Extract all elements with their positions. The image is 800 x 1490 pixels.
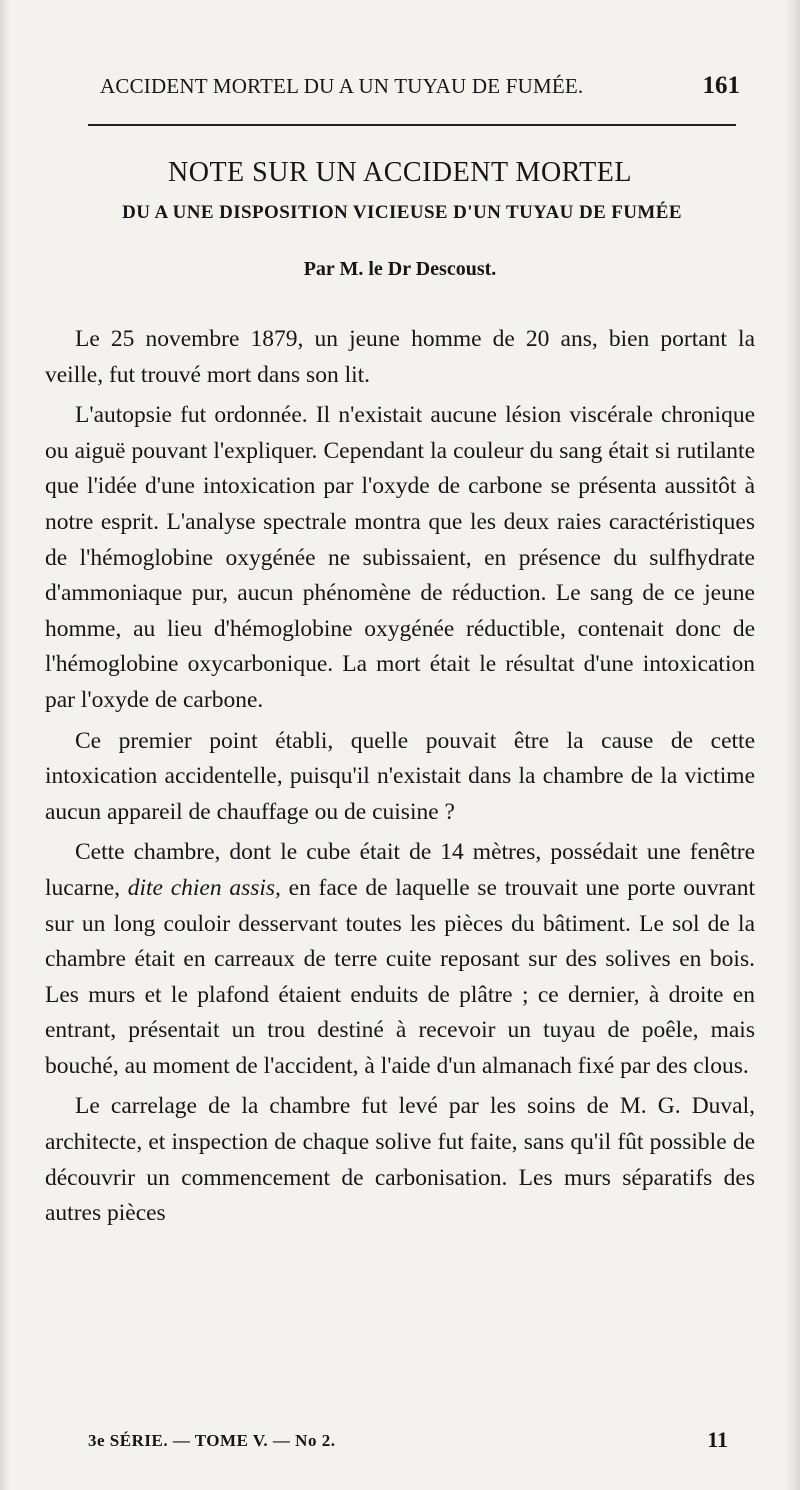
- article-body: [45, 322, 755, 1237]
- page-footer: [88, 1427, 728, 1455]
- footer-signature: 11: [707, 1427, 728, 1452]
- paragraph: [45, 835, 755, 1084]
- header-rule: [88, 124, 736, 126]
- article-author: Par M. le Dr Descoust.: [303, 258, 497, 280]
- paragraph: Le carrelage de la chambre fut levé par les soins de M. G. Duval, architecte, et inspection de chaque solive fut faite, sans qu'il fût possible de découvrir un commencement de carbonisation. Les murs séparatifs des autres pièces: [45, 1093, 755, 1227]
- paragraph-text: en face de laquelle se trouvait une porte ouvrant sur un long couloir desservant toutes les pièces du bâtiment. Le sol de la chambre était en carreaux de terre cuite reposant sur des solives en bois. Les murs et le plafond étaient enduits de plâtre ; ce dernier, à droite en entrant, présentait un trou destiné à recevoir un tuyau de poêle, mais bouché, au moment de l'accident, à l'aide d'un almanach fixé par des clous.: [45, 874, 755, 1079]
- paragraph: Ce premier point établi, quelle pouvait être la cause de cette intoxication accidentelle, puisqu'il n'existait dans la chambre de la victime aucun appareil de chauffage ou de cuisine ?: [45, 727, 755, 825]
- page-edge-right: [786, 0, 800, 1490]
- footer-series: 3e SÉRIE. — TOME V. — No 2.: [88, 1431, 336, 1450]
- running-title: ACCIDENT MORTEL DU A UN TUYAU DE FUMÉE.: [100, 74, 584, 98]
- article-title: NOTE SUR UN ACCIDENT MORTEL: [168, 157, 632, 188]
- page-edge-left: [0, 0, 10, 1490]
- running-header: [100, 72, 740, 104]
- paragraph: Le 25 novembre 1879, un jeune homme de 20 ans, bien portant la veille, fut trouvé mort dans son lit.: [45, 326, 755, 388]
- page-number: 161: [702, 72, 740, 99]
- paragraph: L'autopsie fut ordonnée. Il n'existait aucune lésion viscérale chronique ou aiguë pouvant l'expliquer. Cependant la couleur du sang était si rutilante que l'idée d'une intoxication par l'oxyde de carbone se présenta aussitôt à notre esprit. L'analyse spectrale montra que les deux raies caractéristiques de l'hémoglobine oxygénée ne subissaient, en présence du sulfhydrate d'ammoniaque pur, aucun phénomène de réduction. Le sang de ce jeune homme, au lieu d'hémoglobine oxygénée réductible, contenait donc de l'hémoglobine oxycarbonique. La mort était le résultat d'une intoxication par l'oxyde de carbone.: [45, 402, 755, 713]
- italic-term: dite chien assis,: [127, 874, 281, 901]
- article-subtitle: DU A UNE DISPOSITION VICIEUSE D'UN TUYAU DE FUMÉE: [122, 202, 682, 223]
- paragraph-text: Cette chambre, dont le cube était de 14 mètres, possédait une fenêtre lucarne,: [45, 839, 755, 901]
